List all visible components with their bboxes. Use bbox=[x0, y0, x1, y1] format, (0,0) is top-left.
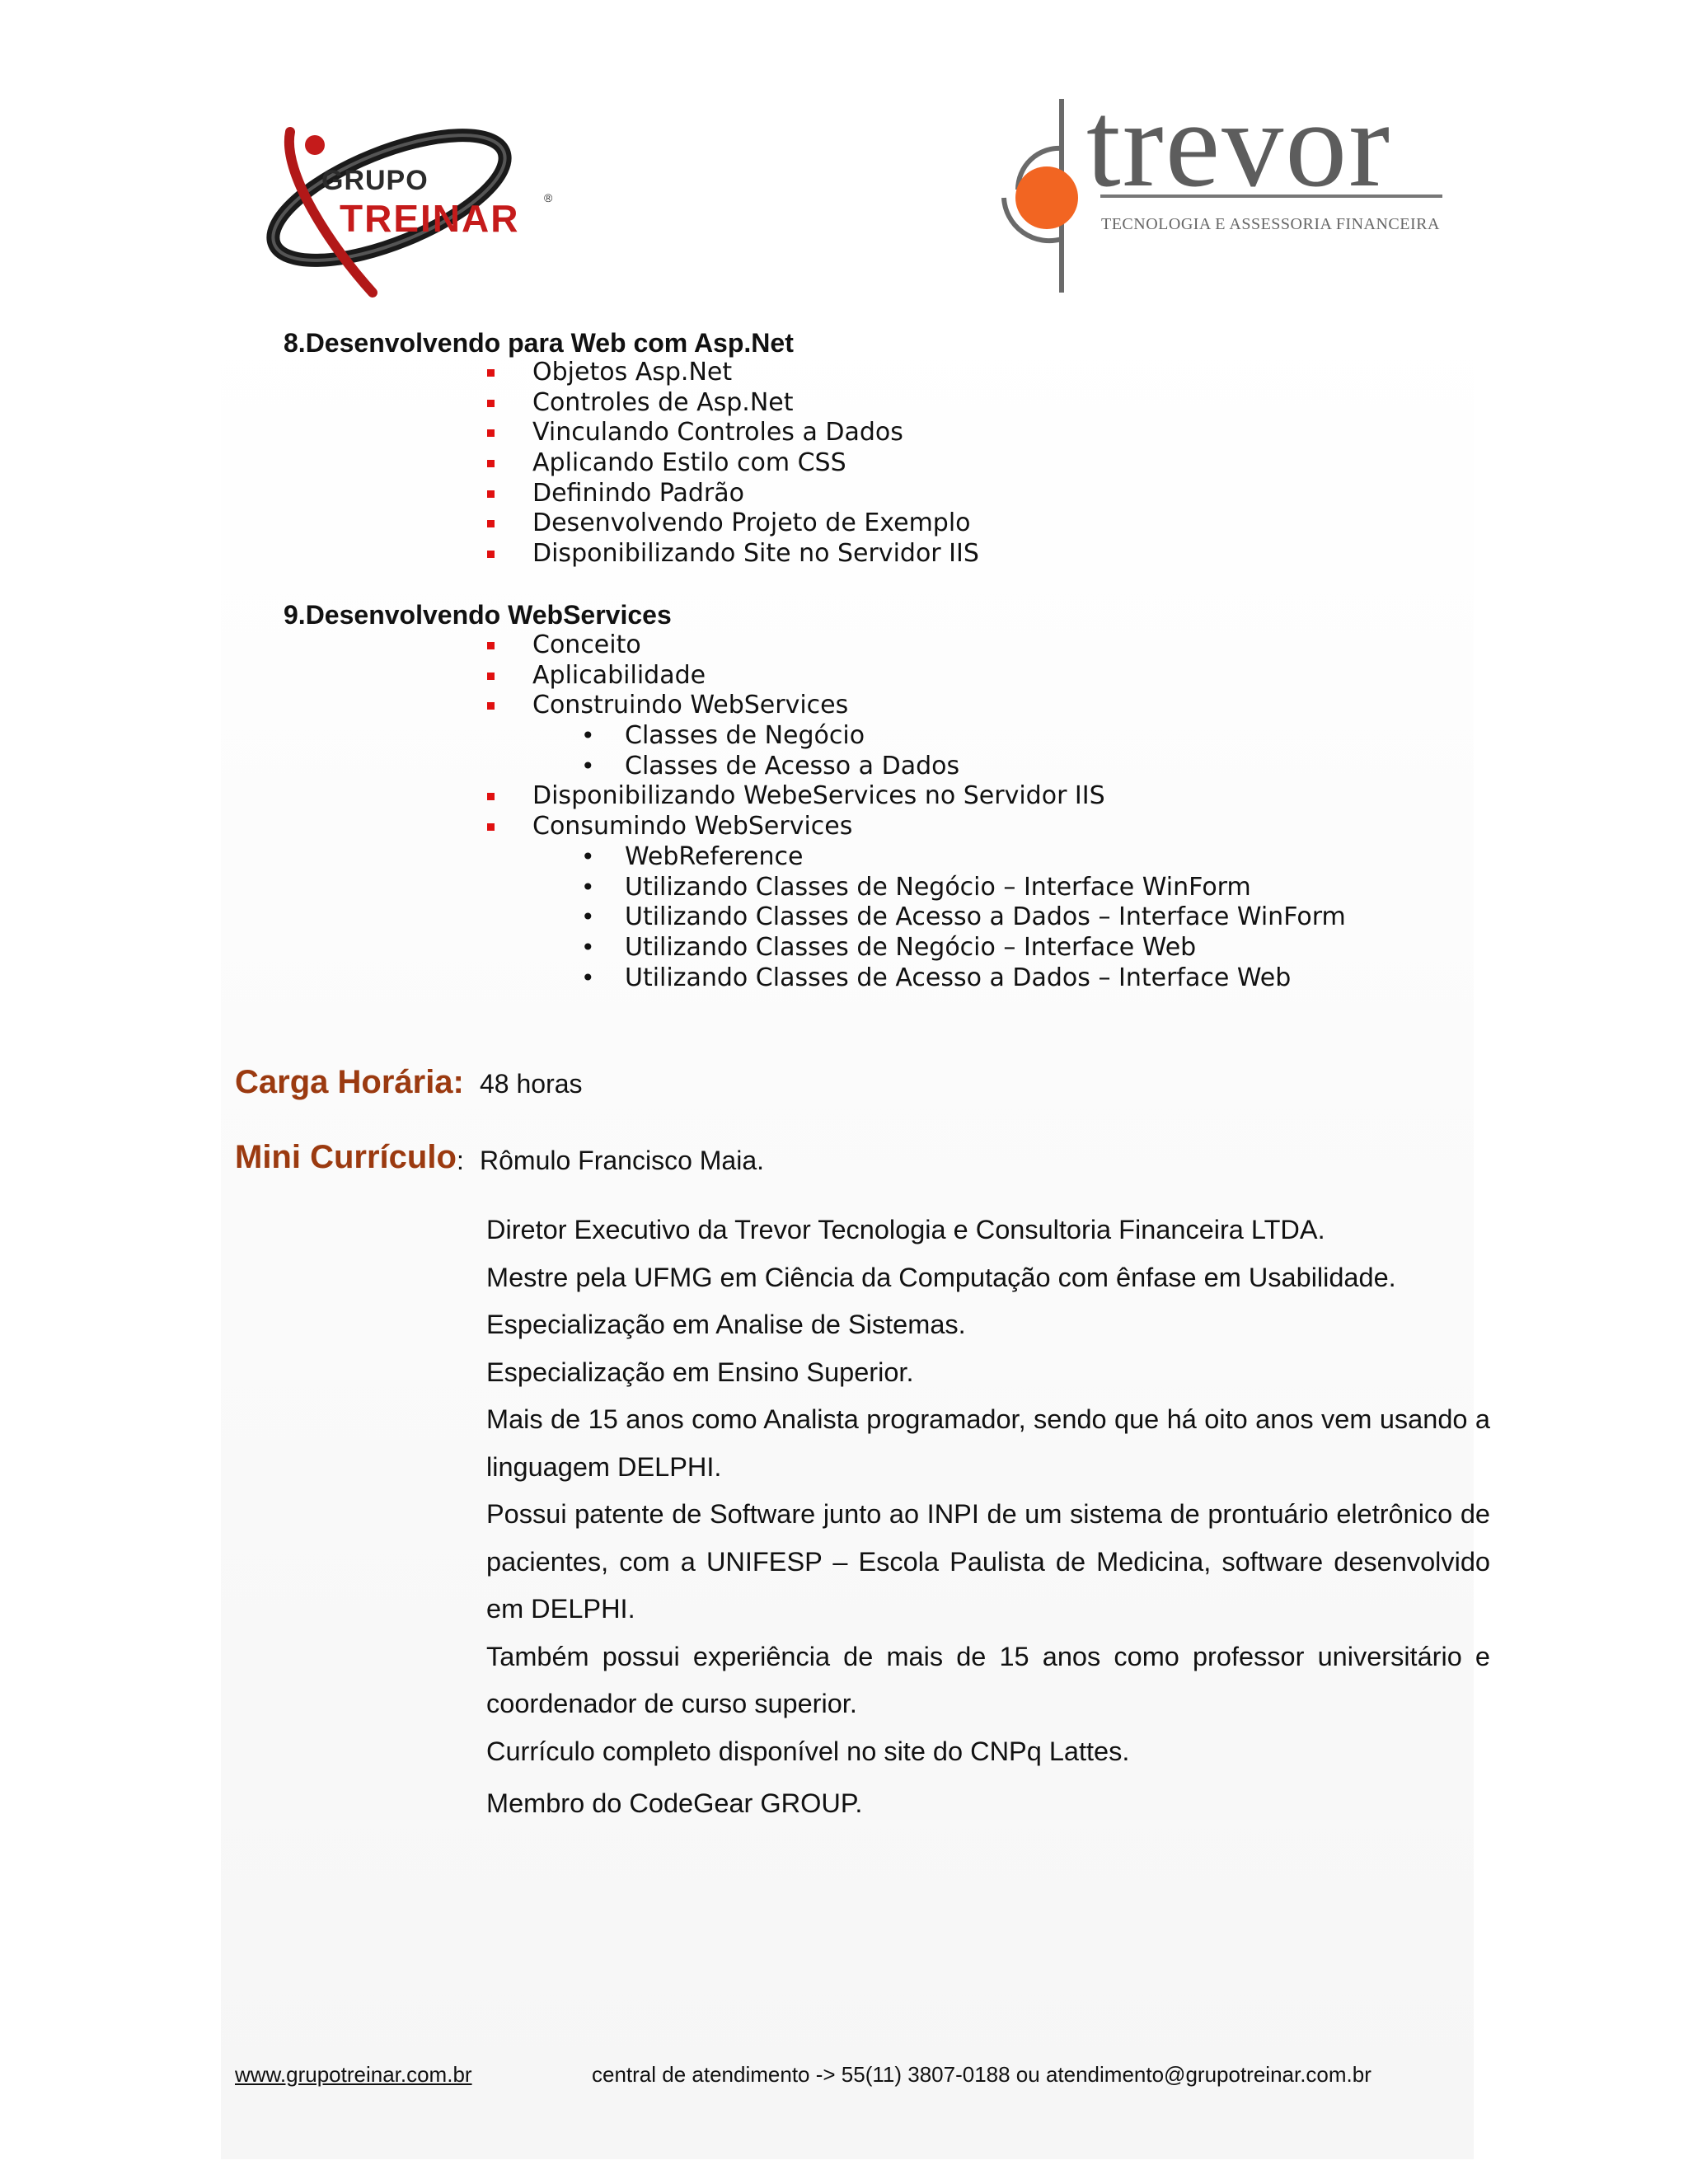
list-item: Consumindo WebServices bbox=[532, 812, 1346, 842]
trevor-tagline: TECNOLOGIA E ASSESSORIA FINANCEIRA bbox=[1101, 215, 1440, 233]
carga-horaria-value: 48 horas bbox=[480, 1069, 583, 1099]
list-item: Desenvolvendo Projeto de Exemplo bbox=[532, 509, 979, 539]
list-item: Disponibilizando Site no Servidor IIS bbox=[532, 539, 979, 569]
list-item: Aplicabilidade bbox=[532, 661, 1346, 691]
sub-list-item: • Utilizando Classes de Acesso a Dados – Interface Web bbox=[532, 963, 1346, 994]
bio-line: Também possui experiência de mais de 15 anos como professor universitário e coordenador de curso superior. bbox=[486, 1641, 1490, 1718]
logo-grupo-text: GRUPO bbox=[321, 165, 429, 196]
section-title-webservices: 9.Desenvolvendo WebServices bbox=[284, 600, 672, 630]
bio-line: Especialização em Ensino Superior. bbox=[486, 1357, 914, 1387]
list-item: Objetos Asp.Net bbox=[532, 358, 979, 388]
bio-line: Especialização em Analise de Sistemas. bbox=[486, 1310, 966, 1339]
sub-list-item: • Classes de Acesso a Dados bbox=[532, 752, 1346, 782]
bio-paragraphs bbox=[486, 1207, 1490, 1828]
webservices-topic-list bbox=[532, 630, 1346, 993]
section-title-asp-net: 8.Desenvolvendo para Web com Asp.Net bbox=[284, 328, 794, 358]
bio-line: Possui patente de Software junto ao INPI de um sistema de prontuário eletrônico de pacientes, com a UNIFESP – Escola Paulista de Medicina, software desenvolvido em DELPHI. bbox=[486, 1499, 1490, 1624]
bio-line: Diretor Executivo da Trevor Tecnologia e Consultoria Financeira LTDA. bbox=[486, 1215, 1325, 1244]
list-item: Aplicando Estilo com CSS bbox=[532, 448, 979, 479]
list-item: Construindo WebServices bbox=[532, 691, 1346, 721]
list-item: Disponibilizando WebeServices no Servidor IIS bbox=[532, 781, 1346, 812]
bio-line: Membro do CodeGear GROUP. bbox=[486, 1788, 863, 1818]
list-item: Conceito bbox=[532, 630, 1346, 661]
bio-line: Mais de 15 anos como Analista programador, sendo que há oito anos vem usando a linguagem DELPHI. bbox=[486, 1404, 1490, 1482]
bio-line: Mestre pela UFMG em Ciência da Computação com ênfase em Usabilidade. bbox=[486, 1262, 1396, 1292]
bio-line: Currículo completo disponível no site do CNPq Lattes. bbox=[486, 1736, 1130, 1766]
list-item: Definindo Padrão bbox=[532, 479, 979, 509]
sub-list-item: • Utilizando Classes de Negócio – Interface WinForm bbox=[532, 873, 1346, 903]
mini-curriculo-label: Mini Currículo bbox=[235, 1139, 457, 1175]
carga-horaria-label: Carga Horária: bbox=[235, 1064, 464, 1100]
sub-list-item: • WebReference bbox=[532, 842, 1346, 873]
asp-net-topic-list bbox=[532, 358, 979, 569]
sub-list-item: • Utilizando Classes de Negócio – Interface Web bbox=[532, 933, 1346, 963]
footer-contact-info: central de atendimento -> 55(11) 3807-0188 ou atendimento@grupotreinar.com.br bbox=[592, 2062, 1372, 2087]
sub-list-item: • Classes de Negócio bbox=[532, 721, 1346, 752]
registered-mark: ® bbox=[544, 191, 553, 204]
sub-list-item: • Utilizando Classes de Acesso a Dados – Interface WinForm bbox=[532, 902, 1346, 933]
footer-website-link[interactable]: www.grupotreinar.com.br bbox=[235, 2062, 472, 2087]
instructor-name: Rômulo Francisco Maia. bbox=[480, 1146, 764, 1175]
trevor-wordmark: trevor bbox=[1086, 76, 1392, 213]
list-item: Vinculando Controles a Dados bbox=[532, 418, 979, 448]
logo-treinar-text: TREINAR bbox=[340, 197, 520, 240]
list-item: Controles de Asp.Net bbox=[532, 388, 979, 419]
mini-curriculo-colon: : bbox=[457, 1146, 464, 1175]
